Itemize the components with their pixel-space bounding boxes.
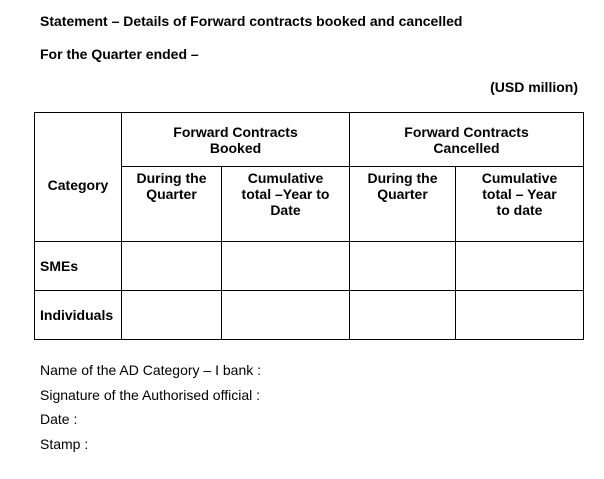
booked-group-header <box>122 113 350 167</box>
booked-during-quarter-header <box>122 167 222 242</box>
booked-cumulative-line1: Cumulative <box>247 170 324 187</box>
bank-name-label: Name of the AD Category – I bank : <box>40 362 262 378</box>
stamp-label: Stamp : <box>40 435 89 452</box>
cancelled-cumulative-header <box>456 167 584 242</box>
individuals-booked-during-cell[interactable] <box>122 291 222 340</box>
individuals-booked-cumulative-cell[interactable] <box>222 291 350 340</box>
cancelled-during-line1: During the <box>367 170 438 187</box>
cancelled-group-header-line2: Cancelled <box>433 139 500 156</box>
booked-cumulative-line3: Date <box>270 202 301 219</box>
individuals-cancelled-during-cell[interactable] <box>350 291 456 340</box>
date-label: Date : <box>40 411 78 427</box>
booked-cumulative-line2: total –Year to <box>241 186 330 203</box>
cancelled-cumulative-line3: to date <box>496 202 543 219</box>
booked-cumulative-header <box>222 167 350 242</box>
category-header <box>35 113 122 242</box>
cancelled-group-header <box>350 113 584 167</box>
row-label-individuals: Individuals <box>35 291 122 340</box>
booked-during-line1: During the <box>136 170 207 187</box>
quarter-ended-label: For the Quarter ended – <box>40 46 199 62</box>
document-title: Statement – Details of Forward contracts booked and cancelled <box>40 13 463 29</box>
cancelled-during-quarter-header <box>350 167 456 242</box>
units-label: (USD million) <box>490 79 578 95</box>
signature-block <box>40 358 261 456</box>
smes-booked-cumulative-cell[interactable] <box>222 242 350 291</box>
signature-label: Signature of the Authorised official : <box>40 386 260 403</box>
smes-cancelled-during-cell[interactable] <box>350 242 456 291</box>
table-row <box>35 291 584 340</box>
booked-during-line2: Quarter <box>146 186 197 203</box>
forward-contracts-table <box>34 112 584 340</box>
row-label-smes: SMEs <box>35 242 122 291</box>
cancelled-cumulative-line1: Cumulative <box>481 170 558 187</box>
table-row <box>35 242 584 291</box>
booked-group-header-line1: Forward Contracts <box>173 123 298 140</box>
table-group-header-row <box>35 113 584 167</box>
smes-booked-during-cell[interactable] <box>122 242 222 291</box>
cancelled-cumulative-line2: total – Year <box>482 186 557 203</box>
cancelled-during-line2: Quarter <box>377 186 428 203</box>
booked-group-header-line2: Booked <box>209 139 262 156</box>
category-header-label: Category <box>47 177 109 193</box>
smes-cancelled-cumulative-cell[interactable] <box>456 242 584 291</box>
individuals-cancelled-cumulative-cell[interactable] <box>456 291 584 340</box>
cancelled-group-header-line1: Forward Contracts <box>404 123 529 140</box>
